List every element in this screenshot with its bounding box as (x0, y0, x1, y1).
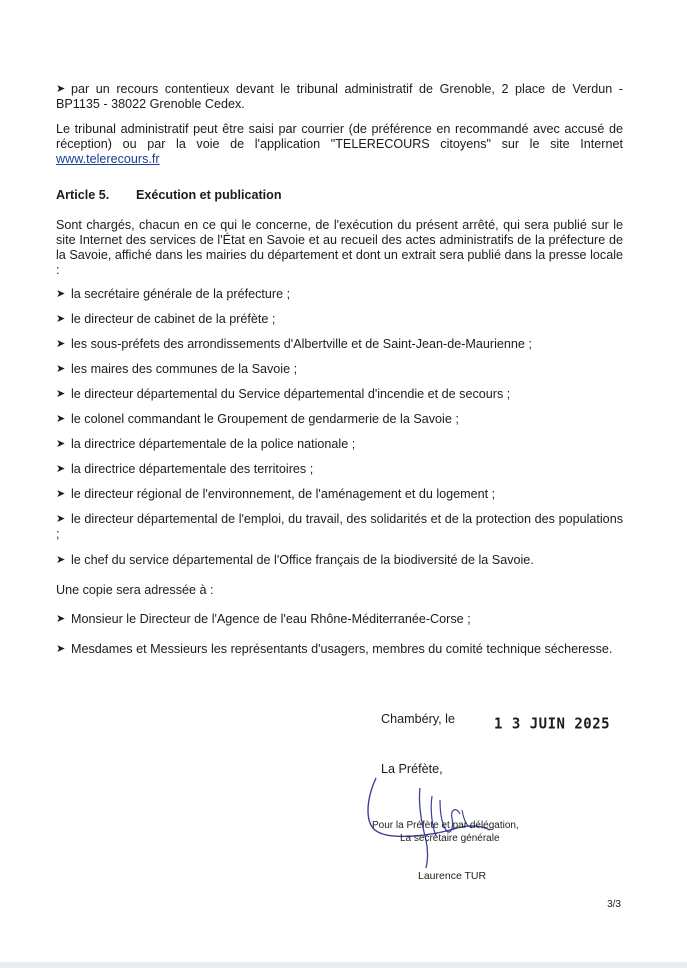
arrow-bullet-icon: ➤ (56, 313, 66, 325)
delegation-line-1: Pour la Préfète et par délégation, (372, 820, 519, 831)
arrow-bullet-icon: ➤ (56, 363, 66, 375)
recipient-item (56, 412, 623, 427)
recipient-text: le directeur régional de l'environnement, de l'aménagement et du logement ; (71, 487, 496, 501)
recipient-text: le directeur départemental du Service départemental d'incendie et de secours ; (71, 387, 511, 401)
arrow-bullet-icon: ➤ (56, 438, 66, 450)
recipient-item (56, 487, 623, 502)
telerecours-paragraph (56, 122, 623, 167)
article-heading (56, 188, 282, 203)
arrow-bullet-icon: ➤ (56, 288, 66, 300)
recipient-item (56, 387, 623, 402)
recipient-text: le directeur départemental de l'emploi, du travail, des solidarités et de la protection des populations ; (56, 512, 623, 541)
copy-recipient-item (56, 642, 623, 657)
recipient-item (56, 362, 623, 377)
recipient-text: le colonel commandant le Groupement de gendarmerie de la Savoie ; (71, 412, 459, 426)
copy-recipient-item (56, 612, 623, 627)
recipient-text: la secrétaire générale de la préfecture ; (71, 287, 291, 301)
telerecours-text: Le tribunal administratif peut être saisi par courrier (de préférence en recommandé avec accusé de réception) ou par la voie de l'application "TELERECOURS citoyens" sur le site Internet (56, 122, 623, 151)
arrow-bullet-icon: ➤ (56, 388, 66, 400)
date-stamp: 1 3 JUIN 2025 (494, 715, 611, 733)
recipient-item (56, 512, 623, 542)
copy-intro: Une copie sera adressée à : (56, 583, 214, 597)
recourse-bullet (56, 82, 623, 112)
recipient-item (56, 553, 623, 568)
arrow-bullet-icon: ➤ (56, 643, 66, 655)
delegation-line-2: La secrétaire générale (400, 833, 500, 844)
arrow-bullet-icon: ➤ (56, 463, 66, 475)
recipient-text: le directeur de cabinet de la préfète ; (71, 312, 276, 326)
copy-recipient-text: Monsieur le Directeur de l'Agence de l'eau Rhône-Méditerranée-Corse ; (71, 612, 471, 626)
telerecours-link[interactable]: www.telerecours.fr (56, 152, 160, 166)
arrow-bullet-icon: ➤ (56, 613, 66, 625)
recipient-item (56, 437, 623, 452)
article-number: Article 5. (56, 188, 110, 202)
arrow-bullet-icon: ➤ (56, 338, 66, 350)
bottom-strip (0, 962, 687, 968)
signature-title: La Préfète, (381, 762, 443, 776)
arrow-bullet-icon: ➤ (56, 488, 66, 500)
recipient-item (56, 337, 623, 352)
article-intro: Sont chargés, chacun en ce qui le concerne, de l'exécution du présent arrêté, qui sera publié sur le site Internet des services de l'État en Savoie et au recueil des actes administratifs de la préfecture de la Savoie, affiché dans les mairies du département et dont un extrait sera publié dans la presse locale : (56, 218, 623, 277)
recourse-bullet-text: par un recours contentieux devant le tribunal administratif de Grenoble, 2 place de Verdun - BP1135 - 38022 Grenoble Cedex. (56, 82, 623, 111)
recipient-item (56, 287, 623, 302)
recipient-text: la directrice départementale de la police nationale ; (71, 437, 356, 451)
page-number: 3/3 (607, 899, 621, 910)
recipient-item (56, 312, 623, 327)
recipient-text: les sous-préfets des arrondissements d'Albertville et de Saint-Jean-de-Maurienne ; (71, 337, 532, 351)
recipient-item (56, 462, 623, 477)
signatory-name: Laurence TUR (418, 870, 487, 882)
arrow-bullet-icon: ➤ (56, 413, 66, 425)
article-title: Exécution et publication (136, 188, 282, 202)
recipient-text: le chef du service départemental de l'Office français de la biodiversité de la Savoie. (71, 553, 534, 567)
arrow-bullet-icon: ➤ (56, 513, 66, 525)
signature-place: Chambéry, le (381, 712, 455, 726)
arrow-bullet-icon: ➤ (56, 83, 66, 95)
recipient-text: les maires des communes de la Savoie ; (71, 362, 298, 376)
arrow-bullet-icon: ➤ (56, 554, 66, 566)
recipient-text: la directrice départementale des territoires ; (71, 462, 314, 476)
copy-recipient-text: Mesdames et Messieurs les représentants d'usagers, membres du comité technique sécheresse. (71, 642, 613, 656)
